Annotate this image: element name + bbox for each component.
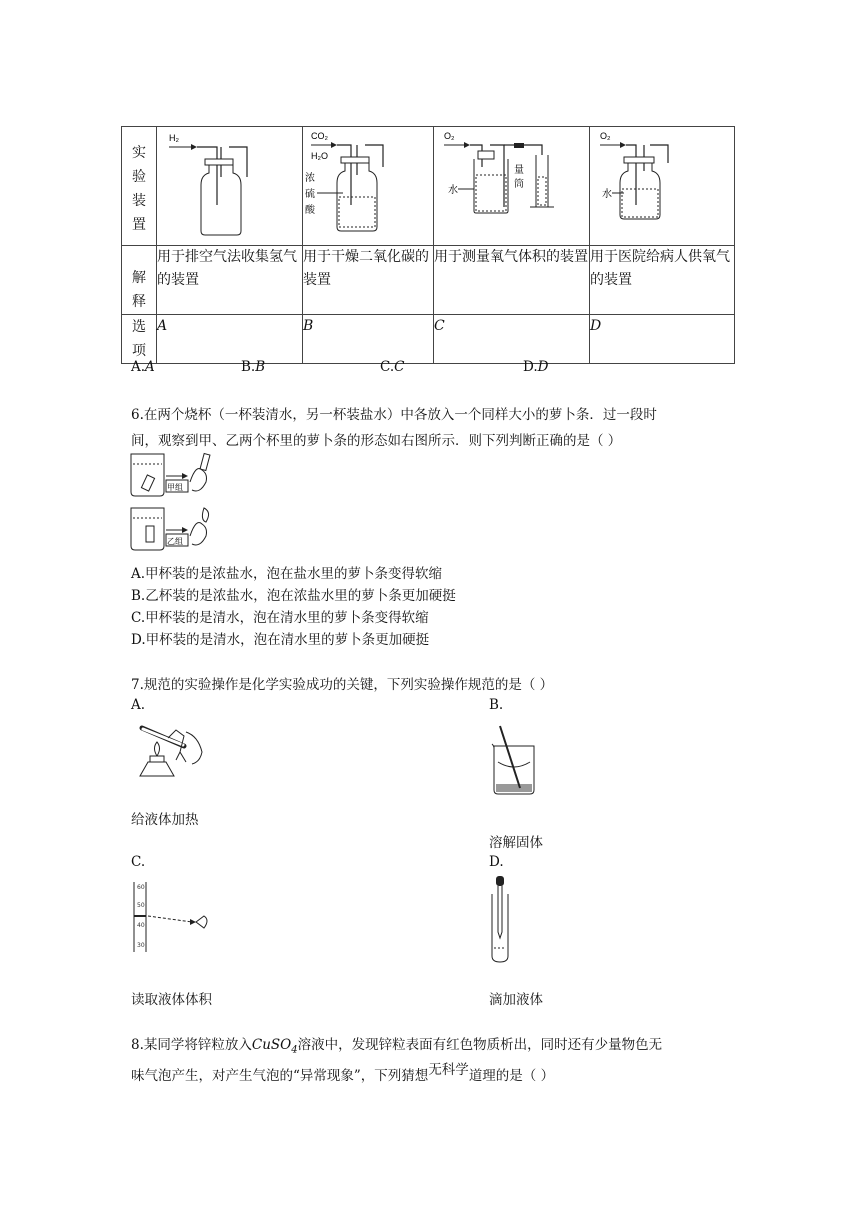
svg-text:量: 量 [514,165,524,176]
svg-text:浓: 浓 [305,173,315,184]
q8-stem-line2: 味气泡产生，对产生气泡的“异常现象”，下列猜想无科学道理的是（ ） [131,1062,555,1084]
row-label-apparatus: 实 验 装 置 [122,127,157,246]
q8-stem-line1: 8.某同学将锌粒放入CuSO$_4$溶液中，发现锌粒表面有红色物质析出，同时还有少量物色无 [131,1037,663,1056]
svg-text:水: 水 [602,189,612,200]
explanation-c: 用于测量氧气体积的装置 [434,246,590,315]
label-yi: 乙组 [167,537,183,546]
q5-choice-c[interactable]: C.C [380,359,405,375]
reading-volume-figure [128,880,218,954]
svg-text:O₂: O₂ [600,131,611,141]
svg-text:酸: 酸 [305,205,315,216]
svg-text:筒: 筒 [514,179,524,190]
option-a: A [157,315,303,364]
row-label-option: 选 项 [122,315,157,364]
drying-bottle-figure [303,127,433,241]
q7-option-b-letter[interactable]: B. [489,697,504,713]
q5-choice-b[interactable]: B.B [241,359,266,375]
svg-text:30: 30 [137,942,145,949]
explanation-a: 用于排空气法收集氢气的装置 [157,246,303,315]
apparatus-c [434,127,590,246]
formula: CuSO [251,1037,292,1053]
row-label-explanation: 解 释 [122,246,157,315]
q7-option-c-caption: 读取液体体积 [131,992,212,1008]
svg-text:40: 40 [137,922,145,929]
q5-choice-a[interactable]: A.A [131,359,155,375]
option-d: D [590,315,735,364]
heating-liquid-figure [128,718,210,782]
q7-option-b-caption: 溶解固体 [489,835,543,851]
q6-choice-b[interactable]: B.乙杯装的是浓盐水，泡在浓盐水里的萝卜条更加硬挺 [131,588,456,604]
svg-text:水: 水 [448,185,458,196]
q6-stem-line1: 6.在两个烧杯（一杯装清水，另一杯装盐水）中各放入一个同样大小的萝卜条．过一段时 [131,407,657,423]
option-c: C [434,315,590,364]
q6-stem-line2: 间，观察到甲、乙两个杯里的萝卜条的形态如右图所示．则下列判断正确的是（ ） [131,433,622,449]
apparatus-b [303,127,434,246]
q6-choice-c[interactable]: C.甲杯装的是清水，泡在清水里的萝卜条变得软缩 [131,610,429,626]
q6-choice-a[interactable]: A.甲杯装的是浓盐水，泡在盐水里的萝卜条变得软缩 [131,566,443,582]
svg-text:H₂O: H₂O [311,151,328,161]
q7-option-d-caption: 滴加液体 [489,992,543,1008]
label-jia: 甲组 [167,483,183,492]
apparatus-d [590,127,735,246]
svg-text:O₂: O₂ [444,131,455,141]
q7-option-a-caption: 给液体加热 [131,812,199,828]
q7-option-a-letter[interactable]: A. [131,697,146,713]
experiment-table [121,126,735,364]
option-b: B [303,315,434,364]
gas-bottle-figure [157,127,302,241]
svg-text:50: 50 [137,902,145,909]
q6-choice-d[interactable]: D.甲杯装的是清水，泡在清水里的萝卜条更加硬挺 [131,632,430,648]
radish-beaker-figure [126,450,226,555]
volume-measure-figure [434,127,589,241]
svg-text:CO₂: CO₂ [311,131,328,141]
explanation-b: 用于干燥二氧化碳的装置 [303,246,434,315]
apparatus-a [157,127,303,246]
gas-label: H₂ [169,133,179,143]
dropping-liquid-figure [486,872,516,964]
explanation-d: 用于医院给病人供氧气的装置 [590,246,735,315]
dissolving-solid-figure [486,722,546,798]
q7-option-c-letter[interactable]: C. [131,854,146,870]
svg-text:60: 60 [137,884,145,891]
oxygen-supply-figure [590,127,734,241]
svg-text:硫: 硫 [305,189,315,200]
q7-option-d-letter[interactable]: D. [489,854,504,870]
q7-stem: 7.规范的实验操作是化学实验成功的关键，下列实验操作规范的是（ ） [131,677,554,693]
q5-choice-d[interactable]: D.D [523,359,549,375]
